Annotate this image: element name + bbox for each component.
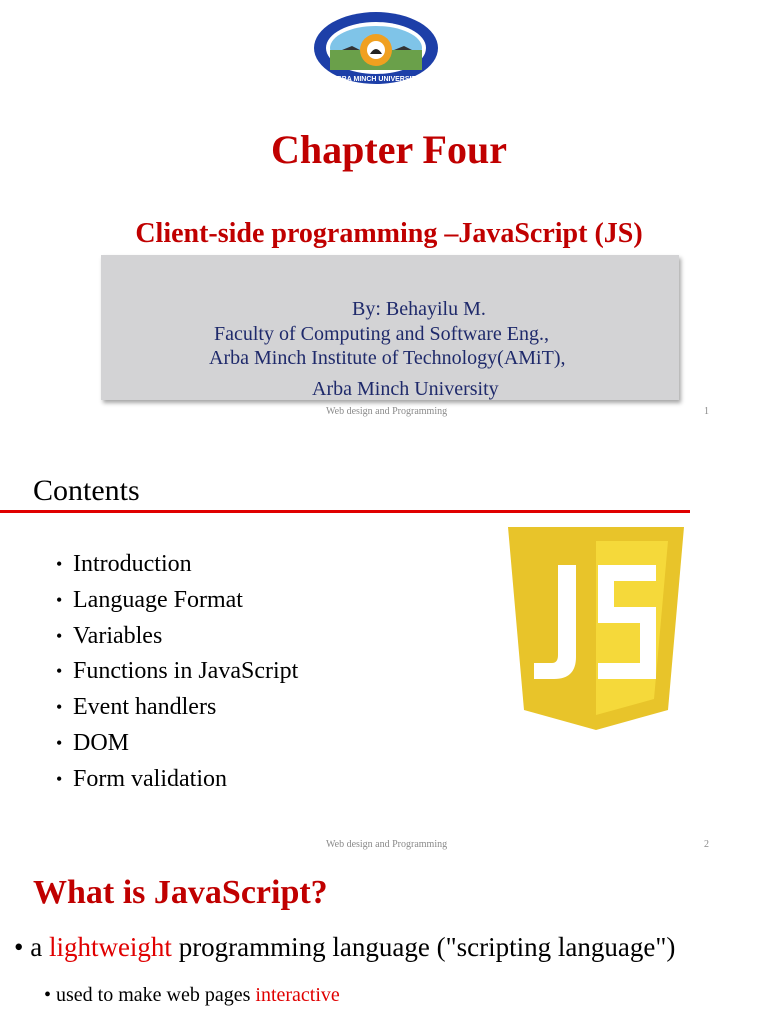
author-faculty: Faculty of Computing and Software Eng.,: [214, 323, 549, 345]
list-item: • Event handlers: [56, 690, 298, 726]
slide-footer: Web design and Programming: [326, 406, 448, 417]
contents-title: Contents: [33, 474, 140, 507]
bullet-icon: •: [56, 768, 63, 789]
slide-2: [0, 430, 768, 862]
list-item: • DOM: [56, 726, 298, 762]
sub-bullet-highlight: interactive: [255, 984, 340, 1006]
list-item: • Variables: [56, 619, 298, 655]
bullet-icon: •: [56, 625, 63, 646]
list-item: • Language Format: [56, 583, 298, 619]
university-logo: [312, 10, 440, 86]
list-item: • Introduction: [56, 547, 298, 583]
bullet-icon: •: [56, 554, 63, 574]
main-bullet: [14, 932, 675, 963]
author-university: Arba Minch University: [312, 378, 499, 400]
author-box: [101, 255, 679, 400]
slide-1: [0, 0, 768, 430]
bullet-icon: •: [56, 661, 63, 682]
chapter-title: Chapter Four: [271, 127, 507, 172]
author-name: By: Behayilu M.: [352, 298, 486, 320]
bullet-prefix: a: [30, 932, 43, 962]
list-item: • Functions in JavaScript: [56, 654, 298, 690]
sub-bullet: [44, 984, 340, 1007]
sub-bullet-text: used to make web pages: [56, 984, 251, 1006]
page-number: 2: [704, 839, 709, 850]
bullet-rest: programming language ("scripting language"): [178, 932, 676, 962]
bullet-highlight: lightweight: [48, 932, 172, 962]
chapter-subtitle: Client-side programming –JavaScript (JS): [135, 218, 643, 249]
list-item: • Form validation: [56, 762, 298, 798]
javascript-logo: [506, 527, 686, 730]
bullet-icon: •: [44, 984, 52, 1006]
author-institute: Arba Minch Institute of Technology(AMiT),: [209, 347, 566, 369]
slide-3: [0, 862, 768, 1024]
slide-footer: Web design and Programming: [326, 839, 448, 850]
bullet-icon: •: [56, 589, 63, 610]
bullet-icon: •: [56, 697, 63, 718]
section-title: What is JavaScript?: [33, 874, 328, 911]
title-divider: [0, 510, 690, 513]
logo-ring-text: ARBA MINCH UNIVERSITY: [331, 76, 421, 83]
page-number: 1: [704, 406, 709, 417]
bullet-icon: •: [14, 932, 24, 962]
bullet-icon: •: [56, 732, 63, 753]
contents-list: [56, 547, 298, 798]
